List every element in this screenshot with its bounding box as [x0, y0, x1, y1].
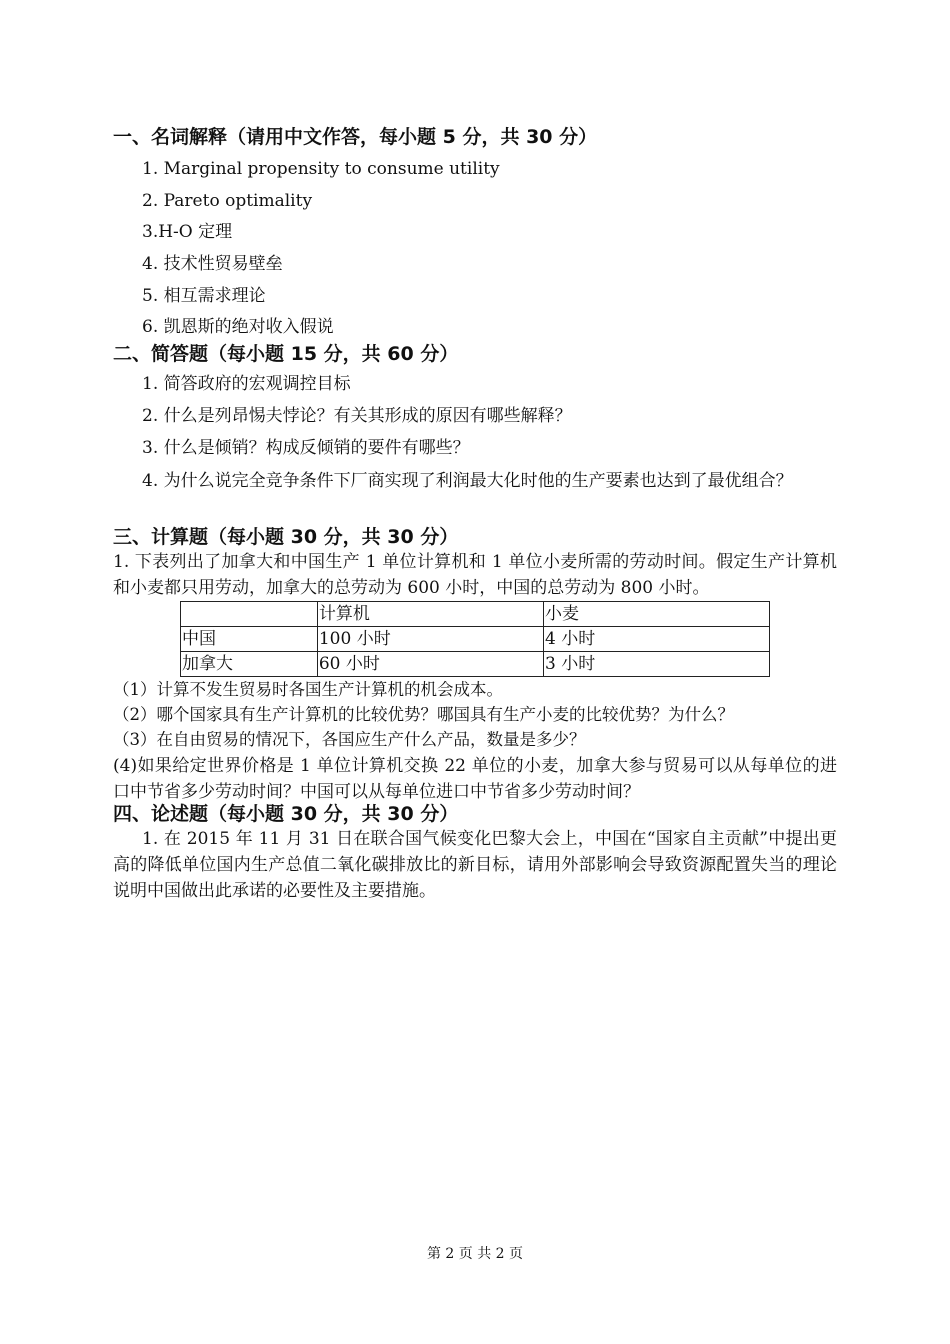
table-cell: 60 小时	[317, 652, 543, 677]
table-cell: 4 小时	[544, 627, 770, 652]
table-row	[181, 652, 770, 677]
section1-item-1: 1. Marginal propensity to consume utility	[142, 159, 500, 179]
table-header-cell: 计算机	[317, 602, 543, 627]
question-2: （2）哪个国家具有生产计算机的比较优势？哪国具有生产小麦的比较优势？为什么？	[113, 705, 734, 724]
section2-item-4: 4. 为什么说完全竞争条件下厂商实现了利润最大化时他的生产要素也达到了最优组合？	[142, 471, 793, 491]
table-row	[181, 627, 770, 652]
section1-item-6: 6. 凯恩斯的绝对收入假说	[142, 317, 334, 337]
section3-heading: 三、计算题（每小题 30 分，共 30 分）	[113, 526, 459, 548]
section1-heading: 一、名词解释（请用中文作答，每小题 5 分，共 30 分）	[113, 126, 598, 148]
question-4: (4)如果给定世界价格是 1 单位计算机交换 22 单位的小麦，加拿大参与贸易可以从每单位的进口中节省多少劳动时间？中国可以从每单位进口中节省多少劳动时间？	[113, 756, 837, 802]
section3-intro: 1. 下表列出了加拿大和中国生产 1 单位计算机和 1 单位小麦所需的劳动时间。假定生产计算机和小麦都只用劳动，加拿大的总劳动为 600 小时，中国的总劳动为 800 小时。	[113, 552, 837, 598]
section2-item-1: 1. 简答政府的宏观调控目标	[142, 374, 351, 394]
section1-item-5: 5. 相互需求理论	[142, 286, 266, 306]
labor-time-table	[180, 601, 770, 677]
section2-heading: 二、简答题（每小题 15 分，共 60 分）	[113, 343, 459, 365]
section1-item-2: 2. Pareto optimality	[142, 191, 313, 211]
section4-item-1: 1. 在 2015 年 11 月 31 日在联合国气候变化巴黎大会上，中国在“国家自主贡献”中提出更高的降低单位国内生产总值二氧化碳排放比的新目标，请用外部影响会导致资源配置失当的理论说明中国做出此承诺的必要性及主要措施。	[113, 829, 837, 901]
table-header-cell: 小麦	[544, 602, 770, 627]
question-1: （1）计算不发生贸易时各国生产计算机的机会成本。	[113, 680, 503, 699]
table-cell: 3 小时	[544, 652, 770, 677]
section1-item-3: 3.H-O 定理	[142, 222, 233, 242]
table-cell: 100 小时	[317, 627, 543, 652]
table-cell: 加拿大	[181, 652, 318, 677]
table-header-cell	[181, 602, 318, 627]
table-header-row	[181, 602, 770, 627]
section2-item-3: 3. 什么是倾销？构成反倾销的要件有哪些？	[142, 438, 470, 458]
question-3: （3）在自由贸易的情况下，各国应生产什么产品，数量是多少？	[113, 730, 586, 749]
table-cell: 中国	[181, 627, 318, 652]
section2-item-2: 2. 什么是列昂惕夫悖论？有关其形成的原因有哪些解释？	[142, 406, 572, 426]
page-footer: 第 2 页 共 2 页	[426, 1246, 524, 1262]
section1-item-4: 4. 技术性贸易壁垒	[142, 254, 283, 274]
section4-heading: 四、论述题（每小题 30 分，共 30 分）	[113, 803, 459, 825]
